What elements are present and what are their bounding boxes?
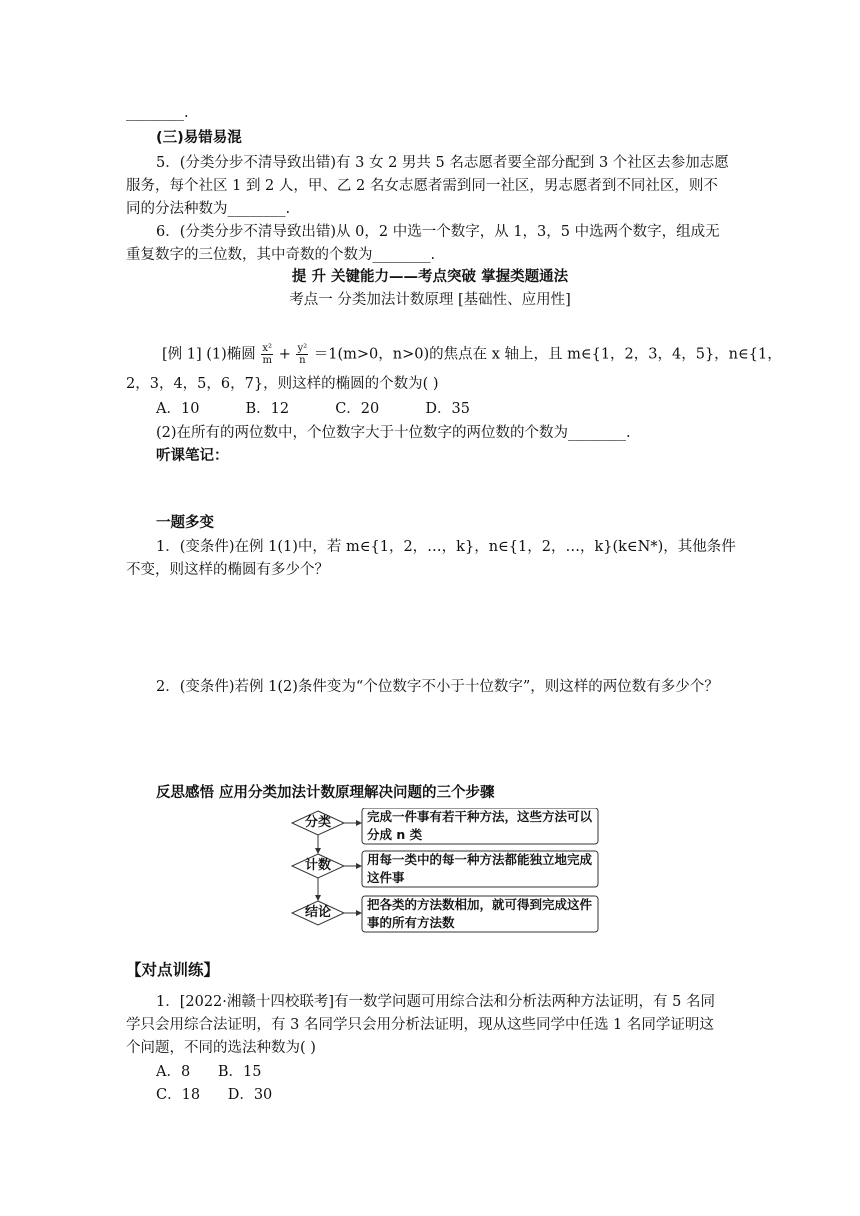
lecture-notes-label: 听课笔记： xyxy=(156,448,229,464)
reflection-title: 反思感悟 应用分类加法计数原理解决问题的三个步骤 xyxy=(156,785,495,801)
practice-q1-line-1: 1．[2022·湘赣十四校联考]有一数学问题可用综合法和分析法两种方法证明，有 5 名同 xyxy=(156,994,715,1010)
variant-1-line-1: 1．(变条件)在例 1(1)中，若 m∈{1，2，…，k}，n∈{1，2，…，k}(k∈N*)，其他条件 xyxy=(156,539,736,555)
plus-sign: + xyxy=(278,346,291,363)
variant-2-line-1: 2．(变条件)若例 1(2)条件变为“个位数字不小于十位数字”，则这样的两位数有多少个？ xyxy=(156,679,719,695)
fraction-x-over-m: $\frac{\text{x²}}{m}$ xyxy=(262,343,273,366)
step-text-classify: 完成一件事有若干种方法，这些方法可以分成 n 类 xyxy=(367,809,593,842)
practice-q1-options-ab: A．8 B．15 xyxy=(156,1064,262,1080)
example-1-line-1 xyxy=(162,343,782,366)
question-5-line-3: 同的分法种数为________. xyxy=(126,201,291,217)
practice-q1-line-3: 个问题，不同的选法种数为( ) xyxy=(126,1040,316,1056)
step-text-count: 用每一类中的每一种方法都能独立地完成这件事 xyxy=(367,852,593,885)
example-1-options: A．10 B．12 C．20 D．35 xyxy=(156,401,470,417)
step-label-count: 计数 xyxy=(304,858,331,873)
question-6-line-1: 6．(分类分步不清导致出错)从 0，2 中选一个数字，从 1，3，5 中选两个数字，组成无 xyxy=(156,224,720,240)
variants-title: 一题多变 xyxy=(156,515,214,531)
example-part-1-prefix: (1)椭圆 xyxy=(206,346,256,363)
three-steps-flowchart xyxy=(288,808,608,938)
practice-q1-options-cd: C．18 D．30 xyxy=(156,1087,273,1103)
step-label-classify: 分类 xyxy=(304,815,331,830)
question-5-line-2: 服务，每个社区 1 到 2 人，甲、乙 2 名女志愿者需到同一社区，男志愿者到不同社区，则不 xyxy=(126,178,718,194)
step-text-conclusion: 把各类的方法数相加，就可得到完成这件事的所有方法数 xyxy=(367,897,593,930)
practice-title: 【对点训练】 xyxy=(126,961,220,979)
answer-blank: ________. xyxy=(126,105,189,121)
example-1-part-2: (2)在所有的两位数中，个位数字大于十位数字的两位数的个数为________. xyxy=(156,425,631,441)
variant-1-line-2: 不变，则这样的椭圆有多少个？ xyxy=(126,562,329,578)
example-1-line-2: 2，3，4，5，6，7}，则这样的椭圆的个数为( ) xyxy=(126,376,439,392)
section-heading: 提 升 关键能力——考点突破 掌握类题通法 xyxy=(291,269,569,285)
section-title-mistakes: (三)易错易混 xyxy=(156,130,242,146)
question-6-line-2: 重复数字的三位数，其中奇数的个数为________. xyxy=(126,247,436,263)
question-5-line-1: 5．(分类分步不清导致出错)有 3 女 2 男共 5 名志愿者要全部分配到 3 个社区去参加志愿 xyxy=(156,155,729,171)
fraction-y-over-n: $\frac{\text{y²}}{n}$ xyxy=(297,343,308,366)
topic-heading: 考点一 分类加法计数原理 [基础性、应用性] xyxy=(289,292,571,308)
example-part-1-suffix: ＝1(m>0，n>0)的焦点在 x 轴上，且 m∈{1，2，3，4，5}，n∈{1， xyxy=(313,346,782,363)
practice-q1-line-2: 学只会用综合法证明，有 3 名同学只会用分析法证明，现从这些同学中任选 1 名同学证明这 xyxy=(126,1017,714,1033)
step-label-conclusion: 结论 xyxy=(304,905,331,920)
example-label: [例 1] xyxy=(162,346,202,363)
